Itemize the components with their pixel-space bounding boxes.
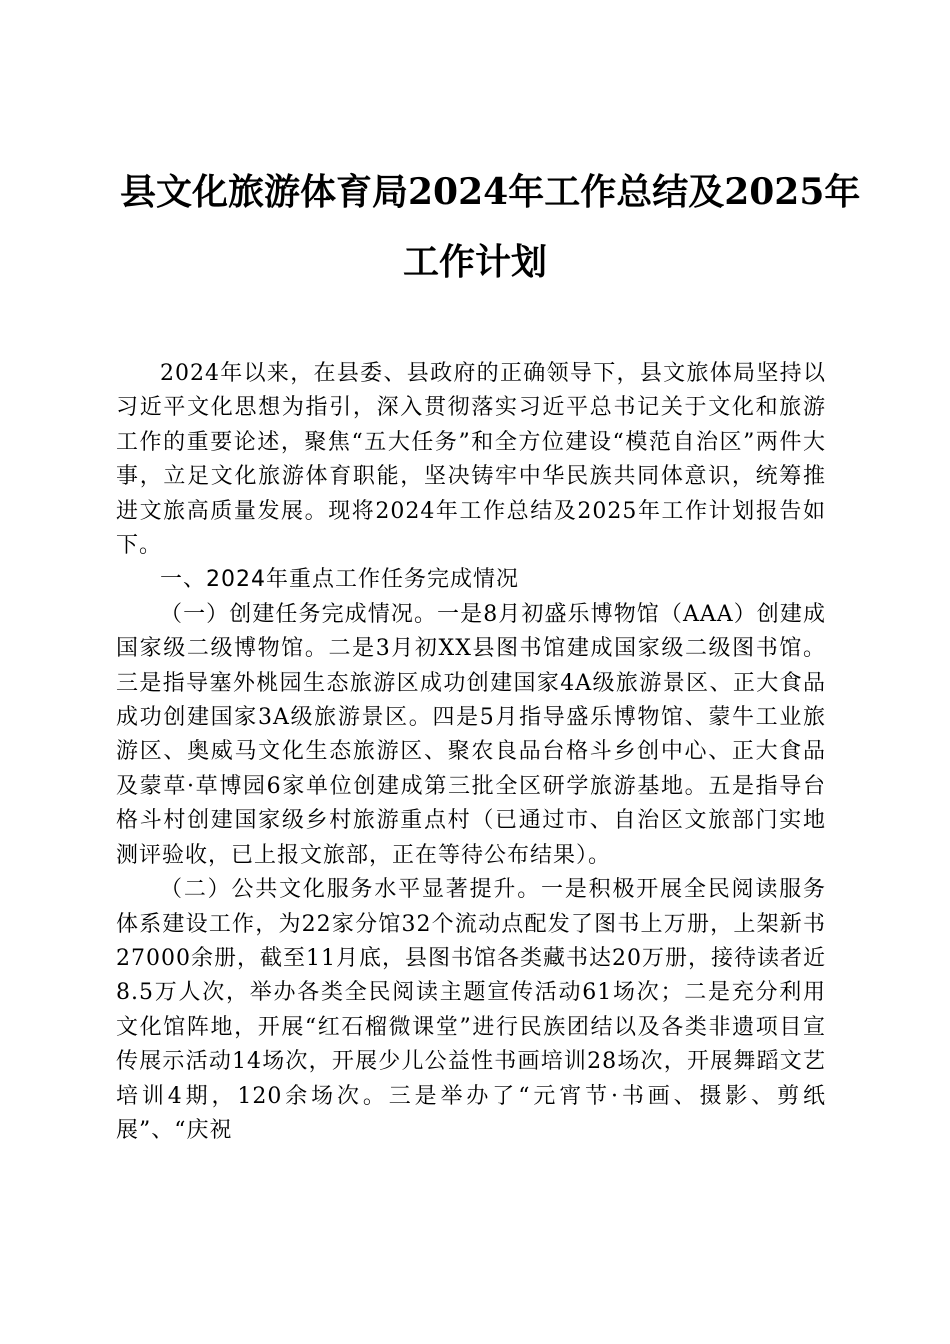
section-heading-1: 一、2024年重点工作任务完成情况 [160, 567, 519, 593]
subsection-1-lead: （一）创建任务完成情况。 [160, 601, 438, 627]
subsection-2-paragraph [116, 873, 826, 1148]
subsection-2-lead: （二）公共文化服务水平显著提升。 [160, 877, 542, 903]
subsection-1-text: 一是8月初盛乐博物馆（AAA）创建成国家级二级博物馆。二是3月初XX县图书馆建成国家级二级图书馆。三是指导塞外桃园生态旅游区成功创建国家4A级旅游景区、正大食品成功创建国家3A级旅游景区。四是5月指导盛乐博物馆、蒙牛工业旅游区、奥威马文化生态旅游区、聚农良品台格斗乡创中心、正大食品及蒙草·草博园6家单位创建成第三批全区研学旅游基地。五是指导台格斗村创建国家级乡村旅游重点村（已通过市、自治区文旅部门实地测评验收，已上报文旅部，正在等待公布结果）。 [116, 601, 826, 868]
intro-paragraph: 2024年以来，在县委、县政府的正确领导下，县文旅体局坚持以习近平文化思想为指引，深入贯彻落实习近平总书记关于文化和旅游工作的重要论述，聚焦“五大任务”和全方位建设“模范自治区”两件大事，立足文化旅游体育职能，坚决铸牢中华民族共同体意识，统筹推进文旅高质量发展。现将2024年工作总结及2025年工作计划报告如下。 [116, 361, 826, 559]
subsection-1-paragraph [116, 598, 826, 873]
document-body [116, 357, 826, 1148]
subsection-2-text: 一是积极开展全民阅读服务体系建设工作，为22家分馆32个流动点配发了图书上万册，上架新书27000余册，截至11月底，县图书馆各类藏书达20万册，接待读者近8.5万人次，举办各类全民阅读主题宣传活动61场次；二是充分利用文化馆阵地，开展“红石榴微课堂”进行民族团结以及各类非遗项目宣传展示活动14场次，开展少儿公益性书画培训28场次，开展舞蹈文艺培训4期，120余场次。三是举办了“元宵节·书画、摄影、剪纸展”、“庆祝 [116, 877, 826, 1143]
document-title-line-2: 工作计划 [402, 241, 547, 283]
document-title-line-1: 县文化旅游体育局2024年工作总结及2025年 [120, 171, 861, 213]
